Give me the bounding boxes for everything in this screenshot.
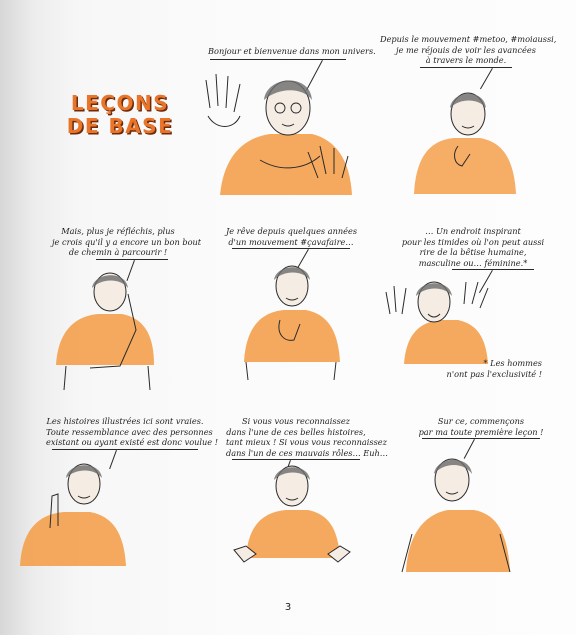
bubble-line: par ma toute première leçon ! [418, 426, 544, 437]
speech-bubble-5 [400, 226, 546, 268]
woman-leaning-figure [396, 452, 516, 582]
footnote-line-2: n'ont pas l'exclusivité ! [446, 368, 542, 379]
bubble-line: Sur ce, commençons [437, 416, 525, 426]
bubble-line: dans l'une de ces belles histoires, [226, 426, 366, 437]
bubble-line: Toute ressemblance avec des personnes [46, 426, 213, 437]
bubble-line: je me réjouis de voir les avancées [396, 44, 536, 55]
bubble-underline [422, 438, 540, 439]
bubble-underline [232, 248, 350, 249]
bubble-line: je crois qu'il y a encore un bon bout [52, 236, 202, 247]
title-line-1: LEÇONS [70, 91, 170, 115]
woman-hands-clasped-figure [236, 262, 346, 382]
bubble-underline [96, 259, 168, 260]
bubble-line: existant ou ayant existé est donc voulue ! [46, 437, 219, 447]
footnote [424, 358, 542, 379]
speech-bubble-1 [208, 46, 376, 57]
bubble-line: masculine ou… féminine.* [418, 257, 528, 268]
woman-thinking-figure [50, 270, 160, 390]
bubble-underline [420, 67, 512, 68]
page-title [60, 92, 180, 138]
speech-bubble-3 [52, 226, 202, 258]
bubble-line: rire de la bêtise humaine, [419, 247, 527, 257]
bubble-line: Les histoires illustrées ici sont vraies. [46, 416, 204, 426]
speech-bubble-4 [226, 226, 356, 247]
speech-bubble-2 [380, 34, 557, 66]
bubble-line: Depuis le mouvement #metoo, #moiaussi, [380, 34, 557, 44]
woman-laughing-figure [384, 274, 504, 364]
woman-hand-on-chin-figure [410, 84, 520, 194]
speech-bubble-6 [46, 416, 219, 448]
bubble-line: Bonjour et bienvenue dans mon univers. [208, 46, 376, 56]
bubble-underline [232, 459, 360, 460]
bubble-line: Je rêve depuis quelques années [226, 226, 358, 236]
footnote-line-1: * Les hommes [483, 358, 542, 368]
bubble-underline [52, 449, 198, 450]
speech-bubble-8 [416, 416, 546, 437]
bubble-line: d'un mouvement #çavafaire… [228, 236, 354, 247]
title-line-2: DE BASE [66, 114, 174, 138]
woman-finger-raised-figure [14, 456, 134, 576]
woman-waving-figure [200, 60, 370, 195]
bubble-line: dans l'un de ces mauvais rôles… Euh… [226, 447, 388, 458]
woman-shrugging-figure [232, 462, 352, 572]
bubble-line: Mais, plus je réfléchis, plus [61, 226, 175, 236]
bubble-line: pour les timides où l'on peut aussi [401, 236, 545, 247]
speech-bubble-7 [226, 416, 388, 458]
page-number: 3 [284, 602, 292, 613]
bubble-line: de chemin à parcourir ! [68, 247, 168, 257]
bubble-line: à travers le monde. [425, 55, 507, 65]
bubble-line: Si vous vous reconnaissez [242, 416, 350, 426]
bubble-line: … Un endroit inspirant [425, 226, 521, 236]
bubble-line: tant mieux ! Si vous vous reconnaissez [226, 437, 387, 447]
